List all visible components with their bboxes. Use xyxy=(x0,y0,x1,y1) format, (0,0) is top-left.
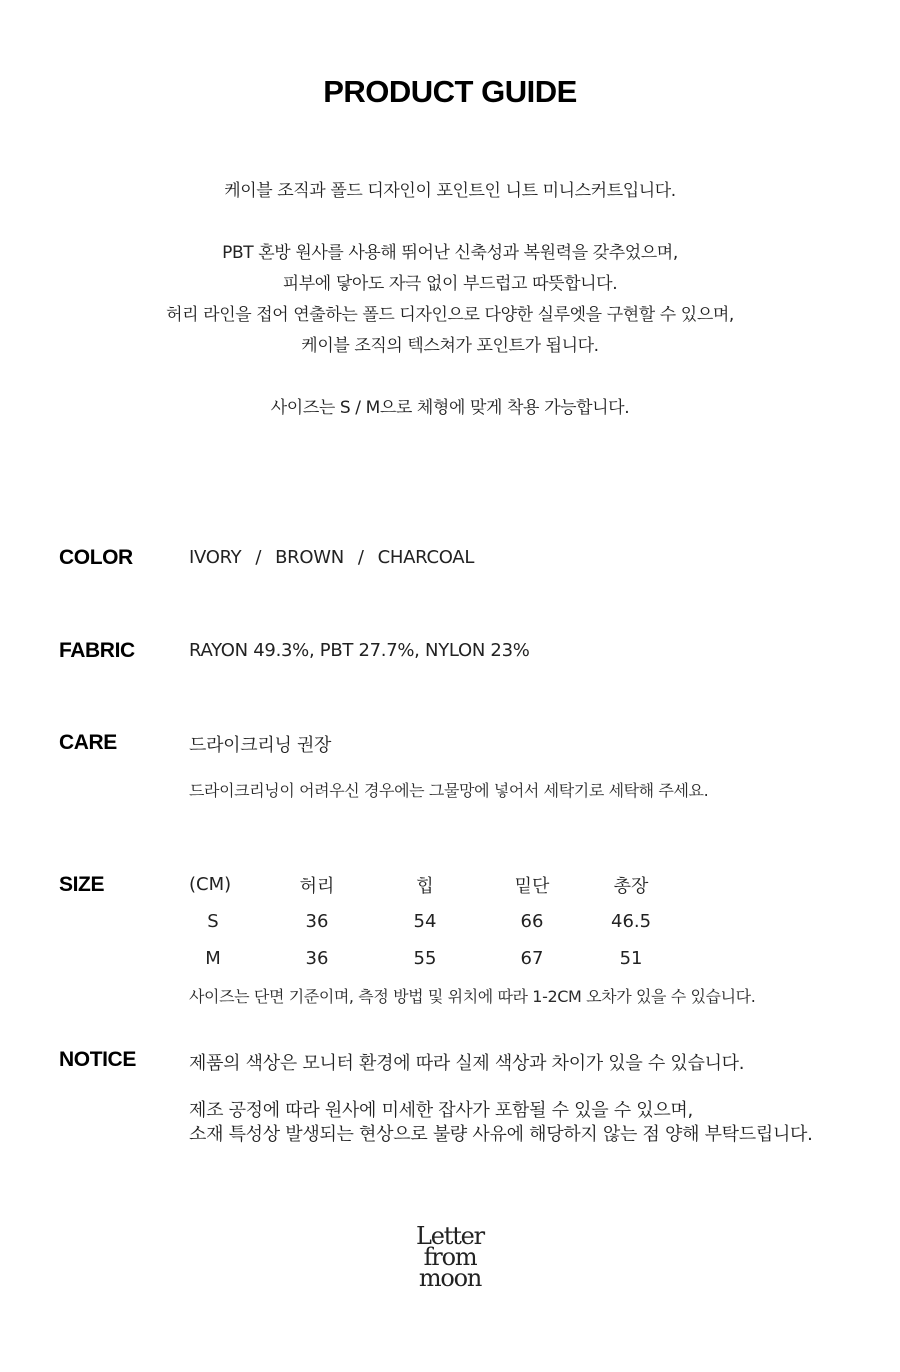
size-header-cell: (CM) xyxy=(189,874,232,895)
size-cell: 54 xyxy=(413,911,437,932)
table-row xyxy=(189,903,651,940)
size-cell: 67 xyxy=(520,948,544,969)
size-cell: S xyxy=(207,911,219,932)
logo-line: Letter xyxy=(416,1222,484,1250)
intro-text xyxy=(0,176,900,424)
fabric-label: FABRIC xyxy=(59,639,135,662)
size-cell: 51 xyxy=(619,948,643,969)
size-table xyxy=(189,866,651,977)
size-header-row xyxy=(189,866,651,903)
care-value: 드라이크리닝 권장 xyxy=(189,735,332,756)
intro-line: 피부에 닿아도 자극 없이 부드럽고 따뜻합니다. xyxy=(282,274,618,294)
brand-logo xyxy=(0,1222,900,1292)
intro-line: 허리 라인을 접어 연출하는 폴드 디자인으로 다양한 실루엣을 구현할 수 있으며, xyxy=(166,305,734,325)
color-values xyxy=(189,547,474,568)
notice-label: NOTICE xyxy=(59,1048,136,1071)
size-header-cell: 허리 xyxy=(299,875,335,897)
color-option: BROWN xyxy=(275,547,344,568)
color-option: CHARCOAL xyxy=(377,547,475,568)
separator: / xyxy=(357,547,364,568)
logo-line: moon xyxy=(418,1264,482,1292)
size-cell: 36 xyxy=(305,948,329,969)
intro-line: 케이블 조직의 텍스쳐가 포인트가 됩니다. xyxy=(301,336,599,356)
size-label: SIZE xyxy=(59,873,105,896)
size-header-cell: 총장 xyxy=(613,875,649,897)
size-header-cell: 힙 xyxy=(416,875,434,897)
fabric-value: RAYON 49.3%, PBT 27.7%, NYLON 23% xyxy=(189,640,530,661)
size-cell: 55 xyxy=(413,948,437,969)
size-cell: M xyxy=(205,948,221,969)
care-note: 드라이크리닝이 어려우신 경우에는 그물망에 넣어서 세탁기로 세탁해 주세요. xyxy=(189,781,709,800)
color-label: COLOR xyxy=(59,546,133,569)
intro-line: PBT 혼방 원사를 사용해 뛰어난 신축성과 복원력을 갖추었으며, xyxy=(222,243,678,263)
intro-line: 사이즈는 S / M으로 체형에 맞게 착용 가능합니다. xyxy=(270,398,630,418)
table-row xyxy=(189,940,651,977)
logo-line: from xyxy=(423,1243,477,1271)
color-option: IVORY xyxy=(189,547,242,568)
notice-line: 제조 공정에 따라 원사에 미세한 잡사가 포함될 수 있을 수 있으며, xyxy=(189,1100,693,1121)
notice-line: 소재 특성상 발생되는 현상으로 불량 사유에 해당하지 않는 점 양해 부탁드립니다. xyxy=(189,1124,813,1145)
size-cell: 46.5 xyxy=(611,911,652,932)
notice-text xyxy=(189,1099,813,1147)
size-cell: 66 xyxy=(520,911,544,932)
intro-line: 케이블 조직과 폴드 디자인이 포인트인 니트 미니스커트입니다. xyxy=(224,181,676,201)
separator: / xyxy=(255,547,262,568)
size-header-cell: 밑단 xyxy=(514,875,550,897)
notice-line: 제품의 색상은 모니터 환경에 따라 실제 색상과 차이가 있을 수 있습니다. xyxy=(189,1053,745,1074)
care-label: CARE xyxy=(59,731,117,754)
page-title: PRODUCT GUIDE xyxy=(323,74,577,109)
size-cell: 36 xyxy=(305,911,329,932)
size-note: 사이즈는 단면 기준이며, 측정 방법 및 위치에 따라 1-2CM 오차가 있을 수 있습니다. xyxy=(189,987,756,1006)
